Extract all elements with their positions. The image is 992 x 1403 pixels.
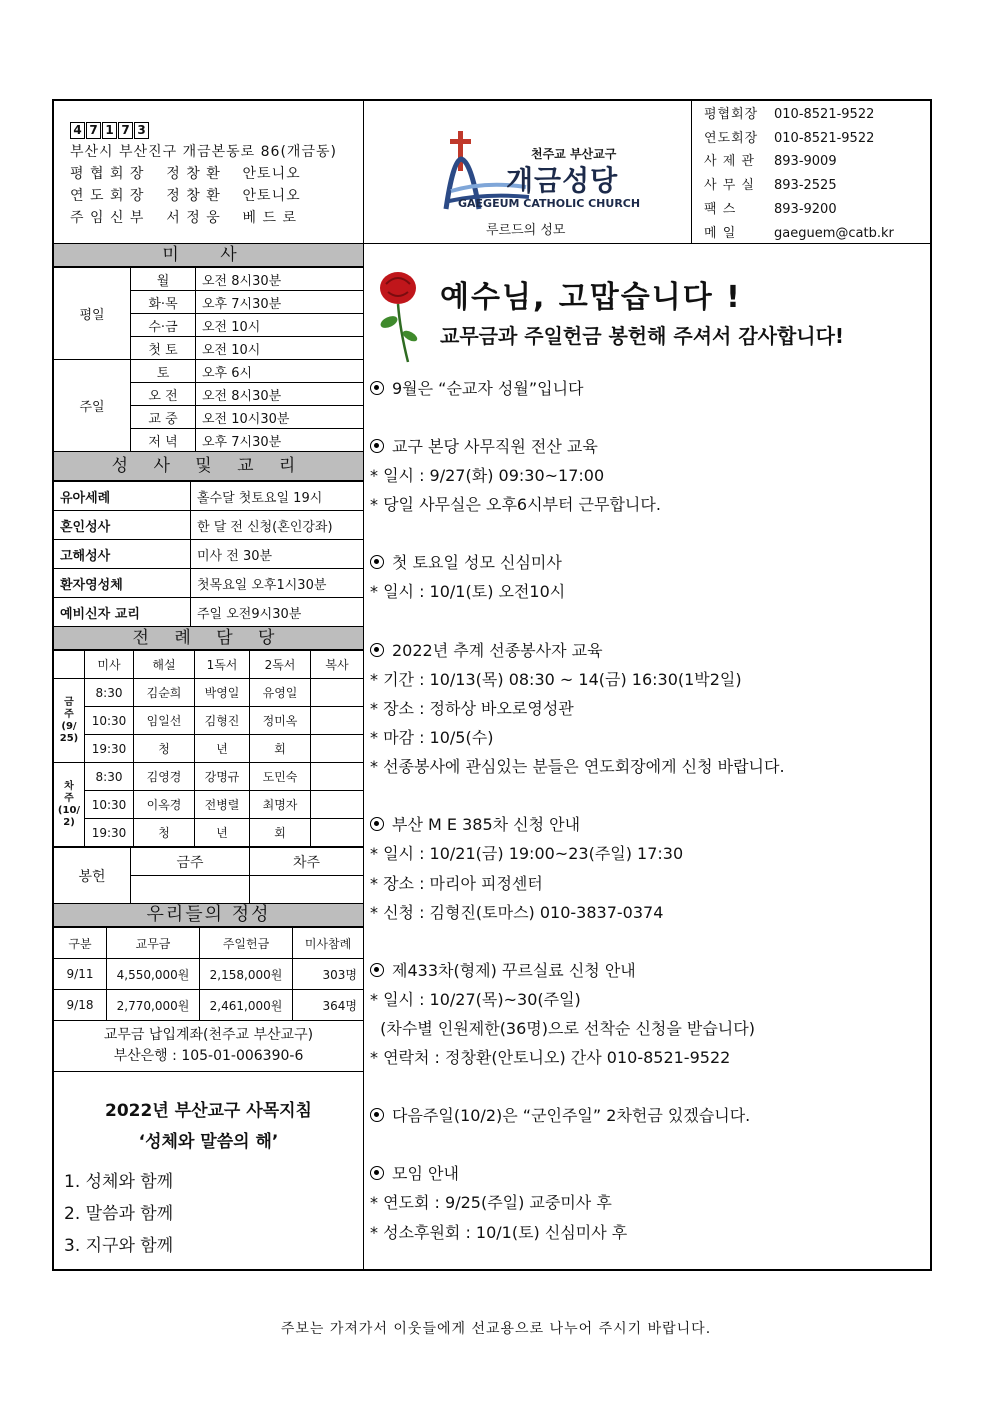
notice-text: 2022년 추계 선종봉사자 교육: [392, 640, 603, 660]
sacrament-info: 한 달 전 신청(혼인강좌): [191, 511, 364, 540]
cell: 도민숙: [250, 763, 311, 791]
table-row: [54, 791, 363, 819]
table-row: [54, 540, 363, 569]
cell: 회: [250, 735, 311, 763]
footer-note: 주보는 가져가서 이웃들에게 선교용으로 나누어 주시기 바랍니다.: [280, 1321, 712, 1337]
logo-diocese: 천주교 부산교구: [531, 147, 617, 161]
cell: 10:30: [85, 707, 134, 735]
main-subtitle: 교무금과 주일헌금 봉헌해 주셔서 감사합니다!: [440, 324, 845, 348]
contact-row: [704, 198, 894, 222]
cell: 회: [250, 819, 311, 847]
table-row: [54, 651, 363, 679]
column-header: 주일헌금: [200, 928, 293, 959]
table-row: [54, 569, 363, 598]
cell: [311, 791, 364, 819]
contact-label: 사 무 실: [704, 178, 755, 194]
cell: 김영경: [134, 763, 195, 791]
pastor: 주 임 신 부 서 정 웅 베 드 로: [70, 210, 297, 226]
table-row: [54, 360, 363, 383]
cell: 김형진: [195, 707, 250, 735]
cell: 청: [134, 819, 195, 847]
cell: 정미옥: [250, 707, 311, 735]
mass-time: 오전 10시30분: [196, 406, 364, 429]
cell: [311, 819, 364, 847]
next-week-label: 차 주 (10/ 2): [54, 763, 85, 847]
sacrament-info: 첫목요일 오후1시30분: [191, 569, 364, 598]
contact-label: 메 일: [704, 225, 737, 241]
notice-detail: * 기간 : 10/13(목) 08:30 ~ 14(금) 16:30(1박2일): [370, 669, 742, 689]
cell: 유영일: [250, 679, 311, 707]
cell: 전병렬: [195, 791, 250, 819]
notice-text: 9월은 “순교자 성월”입니다: [392, 379, 584, 398]
header-address-block: [70, 119, 337, 229]
sacraments-heading: 성 사 및 교 리: [54, 452, 363, 481]
notice-detail: * 연도회 : 9/25(주일) 교중미사 후: [370, 1193, 612, 1213]
circle-bullet-icon: [370, 817, 384, 831]
cell: 박영일: [195, 679, 250, 707]
offering-label: 봉헌: [54, 848, 131, 904]
notice-detail: * 일시 : 9/27(화) 09:30~17:00: [370, 466, 605, 485]
prayer-group-president: 연 도 회 장 정 창 환 안토니오: [70, 188, 301, 204]
sacrament-name: 유아세례: [54, 482, 191, 511]
weekday-label: 평일: [54, 268, 131, 360]
mass-time: 오후 7시30분: [196, 429, 364, 452]
column-divider: [363, 101, 364, 1269]
notice-heading: [370, 548, 930, 577]
notice-detail: * 일시 : 10/1(토) 오전10시: [370, 582, 566, 602]
zip-digit: 7: [86, 122, 101, 139]
left-column: [54, 244, 363, 1286]
circle-bullet-icon: [370, 381, 384, 395]
offerings-table: [54, 927, 363, 1021]
zip-code: [70, 119, 337, 141]
notice-detail: * 장소 : 마리아 피정센터: [370, 873, 543, 893]
notice-detail: * 신청 : 김형진(토마스) 010-3837-0374: [370, 902, 664, 922]
table-row: [54, 679, 363, 707]
notice-text: 모임 안내: [392, 1164, 459, 1184]
mass-time: 오후 7시30분: [196, 291, 364, 314]
blank-cell: [54, 651, 85, 679]
notice-text: 제433차(형제) 꾸르실료 신청 안내: [392, 960, 636, 980]
this-week-label: 금 주 (9/ 25): [54, 679, 85, 763]
sacrament-info: 주일 오전9시30분: [191, 598, 364, 627]
liturgy-heading: 전 례 담 당: [54, 627, 363, 650]
notice-heading: [370, 1159, 930, 1188]
zip-digit: 7: [118, 122, 133, 139]
contact-label: 사 제 관: [704, 154, 755, 170]
cell: 강명규: [195, 763, 250, 791]
contact-row: [704, 174, 894, 198]
blank-cell: [250, 876, 364, 904]
table-row: [54, 268, 363, 291]
notice-detail: * 당일 사무실은 오후6시부터 근무합니다.: [370, 495, 661, 515]
mass-day: 저 녁: [131, 429, 196, 452]
table-row: [54, 990, 363, 1021]
sacrament-info: 홀수달 첫토요일 19시: [191, 482, 364, 511]
sacrament-name: 예비신자 교리: [54, 598, 191, 627]
cell: 10:30: [85, 791, 134, 819]
sacrament-name: 고해성사: [54, 540, 191, 569]
cell: 최명자: [250, 791, 311, 819]
pastoral-guideline: [54, 1072, 363, 1286]
cell: 년: [195, 819, 250, 847]
blank-cell: [131, 876, 250, 904]
contact-row: [704, 222, 894, 246]
zip-digit: 4: [70, 122, 85, 139]
guideline-item: 1. 성체와 함께: [64, 1172, 174, 1192]
cell: [311, 735, 364, 763]
notice-heading: [370, 374, 930, 403]
logo-english-name: GAEGEUM CATHOLIC CHURCH: [458, 197, 641, 210]
contact-value: 893-9200: [774, 201, 837, 217]
account-line: 교무금 납입계좌(천주교 부산교구): [103, 1027, 314, 1043]
church-logo: [366, 101, 691, 243]
offerings-heading: 우리들의 정성: [54, 904, 363, 927]
cell: 303명: [293, 959, 364, 990]
mass-time: 오전 8시30분: [196, 383, 364, 406]
logo-church-name: 개금성당: [506, 164, 619, 197]
mass-time: 오전 8시30분: [196, 268, 364, 291]
notice-detail: * 연락처 : 정창환(안토니오) 간사 010-8521-9522: [370, 1048, 731, 1068]
circle-bullet-icon: [370, 963, 384, 977]
table-row: [54, 735, 363, 763]
cell: 이옥경: [134, 791, 195, 819]
table-row: [54, 482, 363, 511]
contact-value: 893-2525: [774, 178, 837, 194]
mass-day: 오 전: [131, 383, 196, 406]
mass-day: 월: [131, 268, 196, 291]
contact-value: 010-8521-9522: [774, 130, 875, 146]
guideline-item: 3. 지구와 함께: [64, 1236, 174, 1256]
cell: 2,770,000원: [107, 990, 200, 1021]
column-header: 2독서: [250, 651, 311, 679]
cell: 9/18: [54, 990, 107, 1021]
contact-row: [704, 150, 894, 174]
circle-bullet-icon: [370, 555, 384, 569]
notice-detail: * 장소 : 정하상 바오로영성관: [370, 698, 574, 718]
offering-duty-table: [54, 847, 363, 904]
notice-detail: (차수별 인원제한(36명)으로 선착순 신청을 받습니다): [370, 1019, 755, 1039]
column-header: 미사: [85, 651, 134, 679]
table-row: [54, 959, 363, 990]
main-title: 예수님, 고맙습니다 !: [440, 280, 742, 315]
notice-heading: [370, 1101, 930, 1130]
notice-heading: [370, 956, 930, 985]
sacraments-table: [54, 481, 363, 627]
contact-row: [704, 103, 894, 127]
this-week-column: 금주: [131, 848, 250, 876]
column-header: 교무금: [107, 928, 200, 959]
column-header: 복사: [311, 651, 364, 679]
cell: 년: [195, 735, 250, 763]
circle-bullet-icon: [370, 1166, 384, 1180]
contact-label: 팩 스: [704, 201, 737, 217]
mass-time: 오전 10시: [196, 314, 364, 337]
mass-day: 교 중: [131, 406, 196, 429]
account-number: 부산은행 : 105-01-006390-6: [113, 1048, 304, 1064]
cell: 2,158,000원: [200, 959, 293, 990]
cell: 청: [134, 735, 195, 763]
guideline-item: 2. 말씀과 함께: [64, 1204, 174, 1224]
sacrament-name: 혼인성사: [54, 511, 191, 540]
sacrament-info: 미사 전 30분: [191, 540, 364, 569]
contact-list: [704, 103, 894, 245]
table-row: [54, 763, 363, 791]
contact-label: 연도회장: [704, 130, 759, 146]
next-week-column: 차주: [250, 848, 364, 876]
liturgy-table: [54, 650, 363, 847]
cell: [311, 679, 364, 707]
notice-text: 다음주일(10/2)은 “군인주일” 2차헌금 있겠습니다.: [392, 1106, 751, 1126]
mass-day: 수·금: [131, 314, 196, 337]
contact-label: 평협회장: [704, 107, 759, 122]
cell: 임일선: [134, 707, 195, 735]
notice-detail: * 선종봉사에 관심있는 분들은 연도회장에게 신청 바랍니다.: [370, 757, 785, 777]
circle-bullet-icon: [370, 643, 384, 657]
cell: [311, 763, 364, 791]
contact-value: 010-8521-9522: [774, 107, 875, 122]
notice-text: 교구 본당 사무직원 전산 교육: [392, 437, 598, 456]
notice-detail: * 마감 : 10/5(수): [370, 727, 494, 747]
account-info: [54, 1021, 363, 1072]
cell: 김순희: [134, 679, 195, 707]
table-row: [54, 848, 363, 876]
notice-detail: * 성소후원회 : 10/1(토) 신심미사 후: [370, 1222, 628, 1242]
contact-value: 893-9009: [774, 154, 837, 170]
table-row: [54, 928, 363, 959]
mass-day: 토: [131, 360, 196, 383]
notice-list: [370, 374, 930, 1247]
mass-time: 오후 6시: [196, 360, 364, 383]
notice-heading: [370, 810, 930, 839]
notice-heading: [370, 432, 930, 461]
cell: 4,550,000원: [107, 959, 200, 990]
mass-heading: 미 사: [54, 244, 363, 267]
circle-bullet-icon: [370, 1108, 384, 1122]
notice-heading: [370, 636, 930, 665]
guideline-subtitle: ‘성체와 말씀의 해’: [138, 1132, 279, 1152]
circle-bullet-icon: [370, 439, 384, 453]
rose-icon: [374, 270, 422, 365]
column-header: 미사참례: [293, 928, 364, 959]
table-row: [54, 707, 363, 735]
zip-digit: 3: [134, 122, 149, 139]
column-header: 구분: [54, 928, 107, 959]
cell: 8:30: [85, 763, 134, 791]
table-row: [54, 819, 363, 847]
column-header: 해설: [134, 651, 195, 679]
sacrament-name: 환자영성체: [54, 569, 191, 598]
mass-time: 오전 10시: [196, 337, 364, 360]
notice-detail: * 일시 : 10/27(목)~30(주일): [370, 989, 581, 1009]
sunday-label: 주일: [54, 360, 131, 452]
mass-day: 화·목: [131, 291, 196, 314]
column-header: 1독서: [195, 651, 250, 679]
table-row: [54, 598, 363, 627]
parish-council-president: 평 협 회 장 정 창 환 안토니오: [70, 166, 301, 182]
notice-text: 첫 토요일 성모 신심미사: [392, 553, 562, 573]
table-row: [54, 511, 363, 540]
cell: 19:30: [85, 735, 134, 763]
cell: 9/11: [54, 959, 107, 990]
cell: 19:30: [85, 819, 134, 847]
cell: 2,461,000원: [200, 990, 293, 1021]
mass-day: 첫 토: [131, 337, 196, 360]
notice-detail: * 일시 : 10/21(금) 19:00~23(주일) 17:30: [370, 844, 684, 864]
mass-schedule-table: [54, 267, 363, 452]
logo-patron: 루르드의 성모: [486, 223, 566, 238]
contact-value: gaeguem@catb.kr: [774, 225, 894, 241]
guideline-title: 2022년 부산교구 사목지침: [105, 1101, 312, 1121]
contact-divider: [691, 101, 692, 243]
notice-text: 부산 M E 385차 신청 안내: [392, 815, 581, 835]
contact-row: [704, 127, 894, 151]
address: 부산시 부산진구 개금본동로 86(개금동): [70, 144, 337, 160]
cell: [311, 707, 364, 735]
cell: 364명: [293, 990, 364, 1021]
cell: 8:30: [85, 679, 134, 707]
zip-digit: 1: [102, 122, 117, 139]
